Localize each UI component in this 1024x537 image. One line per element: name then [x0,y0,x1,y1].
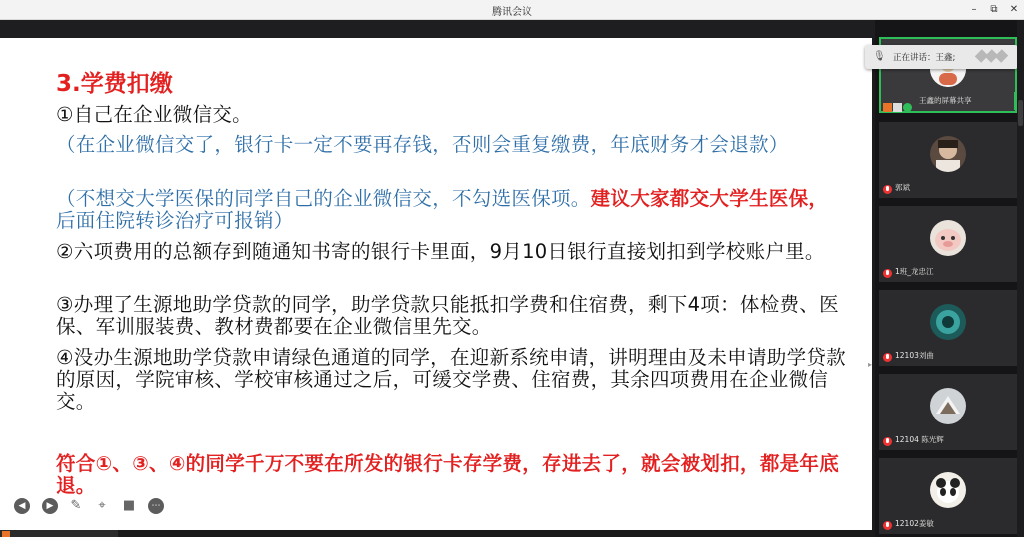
mic-muted-icon [883,185,892,194]
participant-name: 12102姜敏 [895,519,934,528]
pen-icon[interactable]: ✎ [70,498,82,513]
screen-icon [893,103,902,112]
mic-muted-icon [883,437,892,446]
share-icon [883,103,892,112]
mic-muted-icon [883,521,892,530]
participant-tile[interactable] [879,458,1017,534]
shared-slide [0,38,872,530]
speaking-indicator [865,45,1018,69]
participant-tile[interactable] [879,374,1017,450]
slide-thumb [0,530,118,537]
avatar [930,304,966,340]
note-2-blue-end: 后面住院转诊治疗可报销） [56,209,294,232]
screenshot-icon[interactable]: ⌖ [98,498,106,513]
collapse-panel-icon[interactable]: ▸ [868,360,873,369]
note-2-red: 建议大家都交大学生医保， [590,187,829,210]
slide-title: 3.学费扣缴 [56,71,173,97]
participant-name: 12104 陈光辉 [895,435,944,444]
note-2-blue: （不想交大学医保的同学自己的企业微信交，不勾选医保项。 [56,187,591,210]
mic-muted-icon [883,353,892,362]
prev-slide-icon[interactable]: ◀ [14,498,30,514]
participant-name: 郭斌 [895,183,910,192]
close-button[interactable]: ✕ [1009,4,1019,15]
avatar [930,136,966,172]
next-slide-icon[interactable]: ▶ [42,498,58,514]
participant-name: 王鑫的屏幕共享 [919,96,972,105]
participant-tile[interactable] [879,290,1017,366]
mic-on-icon [903,103,912,112]
slide-note-2 [56,188,846,232]
slide-item-3: ③办理了生源地助学贷款的同学，助学贷款只能抵扣学费和住宿费，剩下4项：体检费、医保、军训服装费、教材费都要在企业微信里先交。 [56,293,839,338]
mic-muted-icon [883,269,892,278]
top-toolbar [0,20,875,38]
scrollbar-thumb[interactable] [1018,100,1023,126]
slide-item-4: ④没办生源地助学贷款申请绿色通道的同学，在迎新系统申请，讲明理由及未申请助学贷款的原因，学院审核、学校审核通过之后，可缓交学费、住宿费，其余四项费用在企业微信交。 [56,346,846,413]
slide-warning: 符合①、③、④的同学千万不要在所发的银行卡存学费，存进去了，就会被划扣，都是年底退。 [56,452,840,497]
participant-tile[interactable] [879,206,1017,282]
slide-note-1: （在企业微信交了，银行卡一定不要再存钱，否则会重复缴费，年底财务才会退款） [56,133,789,156]
participant-name: 12103刘曲 [895,351,934,360]
app-title: 腾讯会议 [492,7,532,18]
minimize-button[interactable]: – [971,4,977,15]
participant-name: 1班_龙忠江 [895,267,934,276]
avatar [930,220,966,256]
more-icon[interactable]: ⋯ [148,498,164,514]
avatar [930,388,966,424]
participant-scrollbar[interactable] [1017,20,1024,537]
slide-item-2: ②六项费用的总额存到随通知书寄的银行卡里面，9月10日银行直接划扣到学校账户里。 [56,240,825,263]
speaking-label: 正在讲话：王鑫; [893,53,956,63]
participant-tile[interactable] [879,122,1017,198]
slide-line-1: ①自己在企业微信交。 [56,103,252,126]
camera-icon[interactable]: ■ [122,498,136,513]
avatar [930,472,966,508]
bottom-strip [0,530,875,537]
speaking-mic-icon: 🎙 [873,51,886,62]
speaker-avatar-icon [977,51,1009,63]
title-bar [0,0,1024,20]
share-status-icons [883,97,913,107]
restore-button[interactable]: ⧉ [990,4,998,15]
